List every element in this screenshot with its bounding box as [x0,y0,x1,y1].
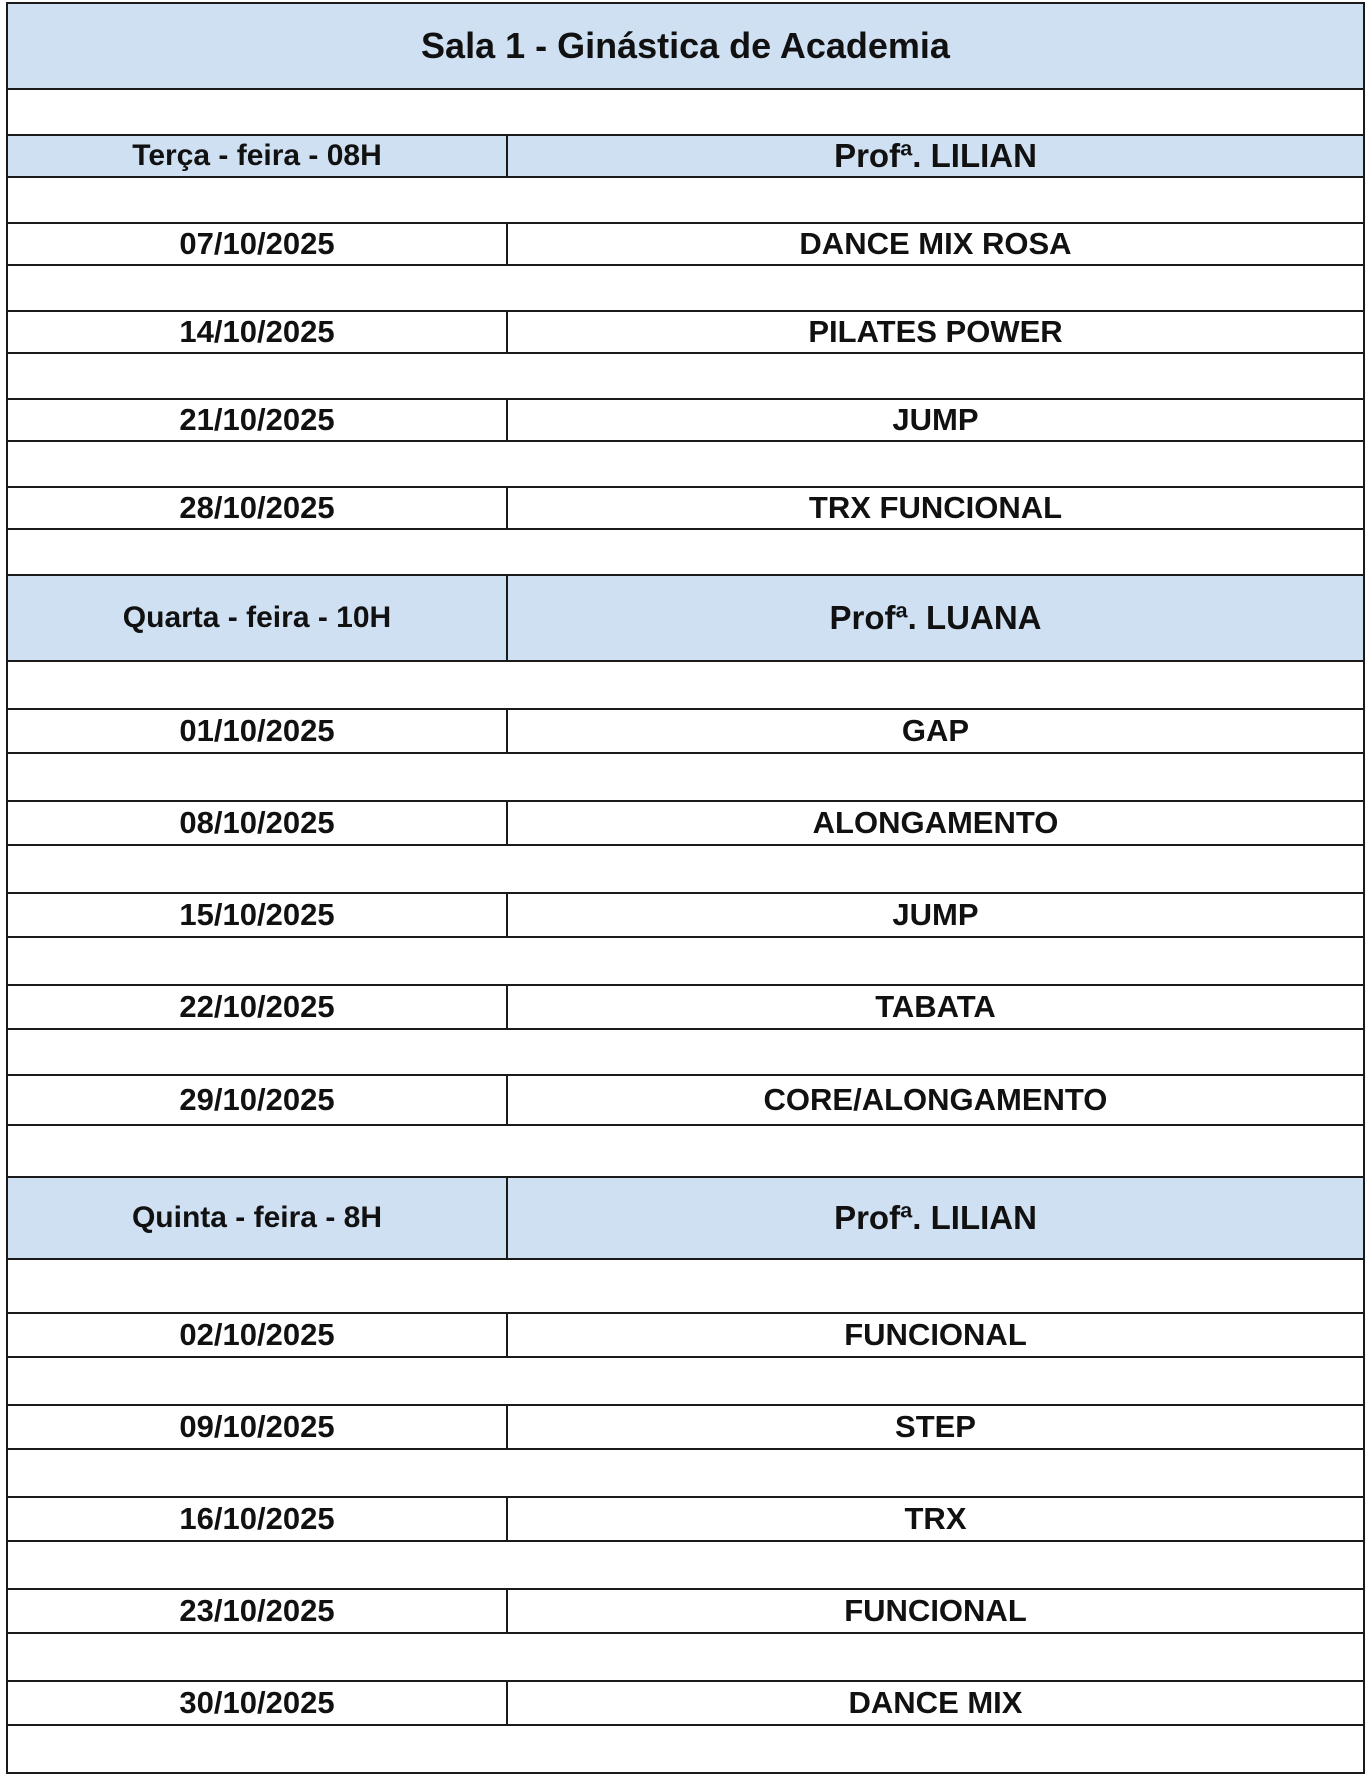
class-activity: FUNCIONAL [844,1317,1027,1352]
class-activity: PILATES POWER [808,314,1063,349]
class-date: 01/10/2025 [8,710,508,752]
class-activity: GAP [901,713,970,748]
class-date: 08/10/2025 [8,802,508,844]
spacer-row [6,1030,1365,1074]
spacer-row [6,1634,1365,1680]
section-header [6,1176,1365,1260]
spacer-row [6,662,1365,708]
title-row [6,2,1365,90]
spacer-row [6,938,1365,984]
spacer-row [6,266,1365,310]
class-date: 16/10/2025 [8,1498,508,1540]
class-row [6,1496,1365,1542]
class-activity: TRX [904,1501,967,1536]
section-header [6,134,1365,178]
section-teacher: Profª. LILIAN [834,137,1037,174]
class-row [6,800,1365,846]
class-row [6,984,1365,1030]
spacer-row [6,1450,1365,1496]
spacer-row [6,754,1365,800]
class-date: 02/10/2025 [8,1314,508,1356]
spacer-row [6,1260,1365,1312]
class-date: 21/10/2025 [8,400,508,440]
class-row [6,1074,1365,1126]
section-header [6,574,1365,662]
section-day: Quarta - feira - 10H [8,576,508,660]
spacer-row [6,530,1365,574]
class-row [6,486,1365,530]
section-day: Terça - feira - 08H [8,136,508,176]
class-row [6,1312,1365,1358]
class-date: 29/10/2025 [8,1076,508,1124]
class-activity: CORE/ALONGAMENTO [763,1082,1108,1117]
class-row [6,708,1365,754]
class-date: 23/10/2025 [8,1590,508,1632]
spacer-row [6,1726,1365,1774]
class-activity: ALONGAMENTO [812,805,1059,840]
spacer-row [6,846,1365,892]
class-date: 15/10/2025 [8,894,508,936]
spacer-row [6,1358,1365,1404]
class-row [6,1588,1365,1634]
class-row [6,892,1365,938]
section-teacher: Profª. LUANA [829,599,1042,636]
class-activity: JUMP [892,402,979,437]
class-activity: DANCE MIX [848,1685,1023,1720]
class-date: 09/10/2025 [8,1406,508,1448]
class-row [6,222,1365,266]
spacer-row [6,178,1365,222]
class-row [6,1680,1365,1726]
class-activity: TABATA [875,989,996,1024]
class-activity: DANCE MIX ROSA [799,226,1072,261]
class-date: 30/10/2025 [8,1682,508,1724]
class-activity: TRX FUNCIONAL [808,490,1063,525]
spacer-row [6,1542,1365,1588]
class-row [6,398,1365,442]
class-activity: STEP [895,1409,976,1444]
class-date: 22/10/2025 [8,986,508,1028]
spacer-row [6,354,1365,398]
class-row [6,310,1365,354]
section-day: Quinta - feira - 8H [8,1178,508,1258]
class-row [6,1404,1365,1450]
class-date: 14/10/2025 [8,312,508,352]
class-date: 28/10/2025 [8,488,508,528]
page-title: Sala 1 - Ginástica de Academia [421,25,950,66]
class-activity: JUMP [892,897,979,932]
spacer-row [6,90,1365,134]
spacer-row [6,1126,1365,1176]
class-activity: FUNCIONAL [844,1593,1027,1628]
section-teacher: Profª. LILIAN [834,1199,1037,1236]
class-date: 07/10/2025 [8,224,508,264]
spacer-row [6,442,1365,486]
